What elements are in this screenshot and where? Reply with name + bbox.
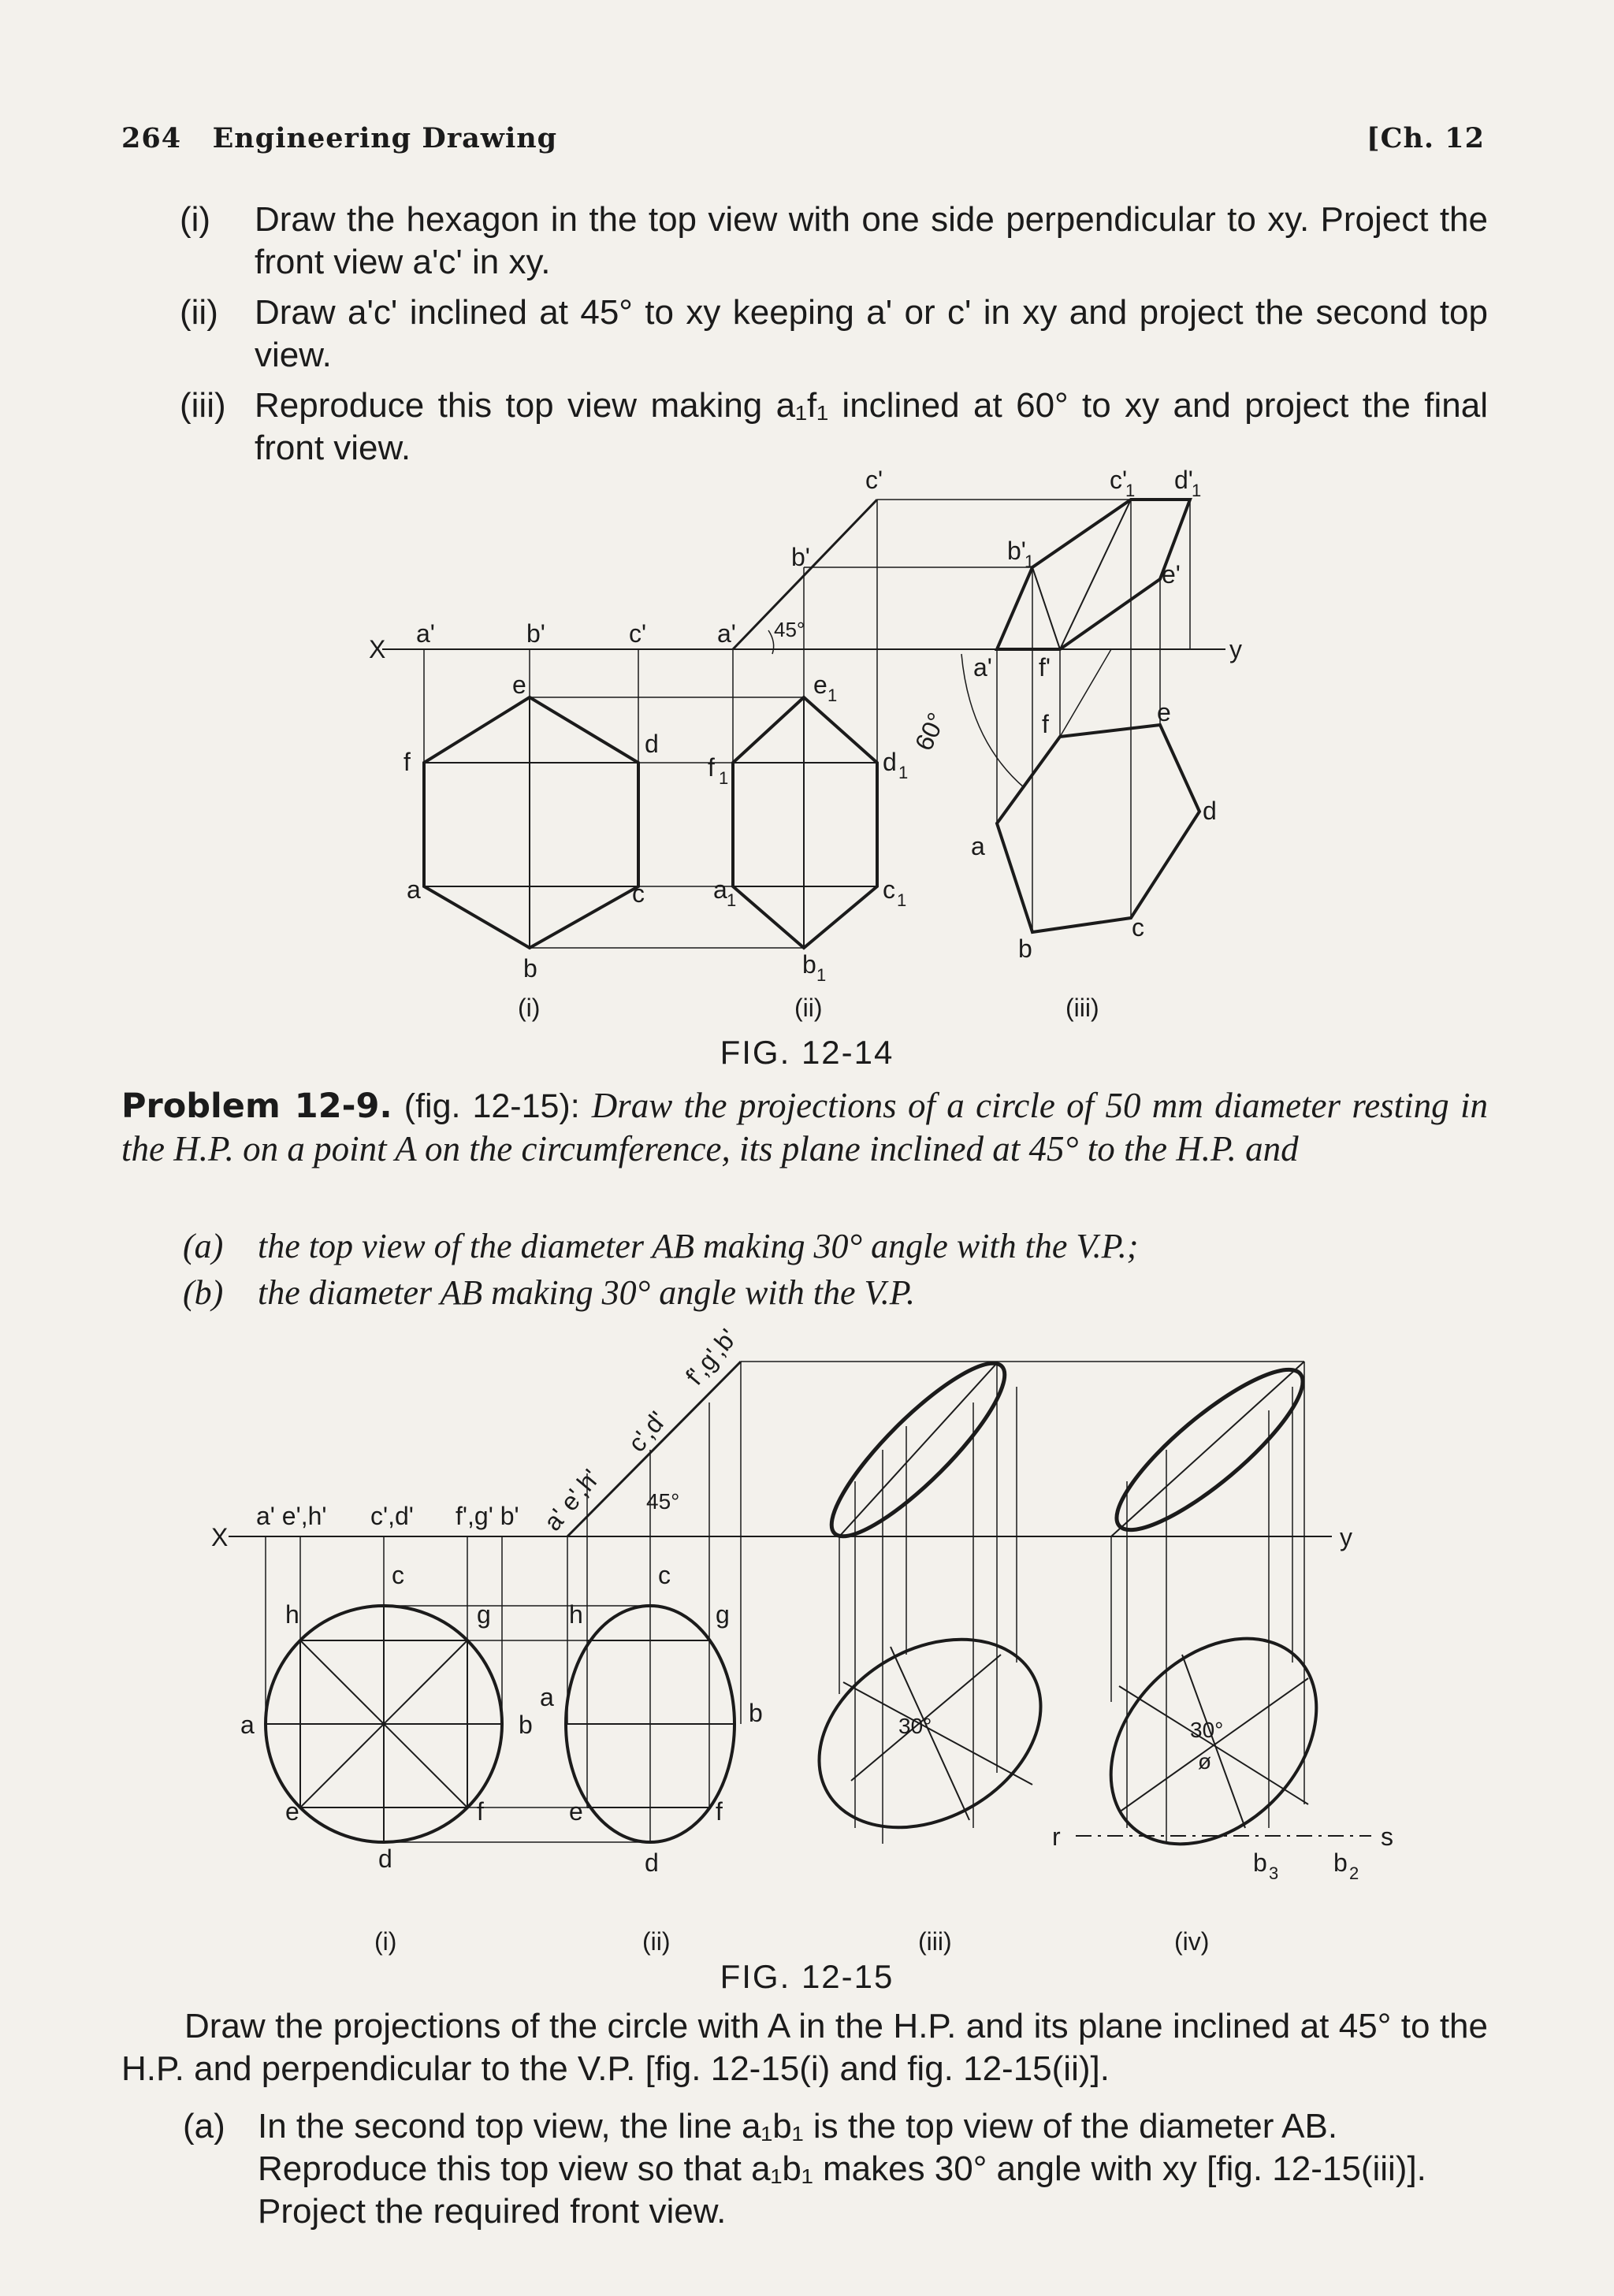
label-c-prime-2: c' xyxy=(865,466,883,494)
final-top-view xyxy=(997,725,1199,932)
step-text: Draw a'c' inclined at 45° to xy keeping a' or c' in xy and project the second top view. xyxy=(255,293,1488,374)
label-a-prime-2: a' xyxy=(717,619,736,648)
hexagon-top-view-1 xyxy=(424,697,638,948)
label-angle-30-iii: 30° xyxy=(898,1714,932,1738)
label-e1-top: e xyxy=(1157,698,1171,726)
step-number: (iii) xyxy=(180,386,226,425)
label-c: c xyxy=(392,1561,404,1589)
label-angle-45: 45° xyxy=(646,1489,680,1514)
sub-1: 1 xyxy=(1025,552,1035,571)
ellipse-front-view-4 xyxy=(1098,1348,1322,1551)
label-fgb-diagonal: f',g',b' xyxy=(679,1323,743,1391)
inclined-front-view xyxy=(733,500,877,649)
label-d: d xyxy=(378,1845,392,1873)
label-f: f xyxy=(404,748,411,776)
label-b: b xyxy=(519,1711,533,1739)
label-e1-prime: e' xyxy=(1162,560,1181,589)
label-angle-60: 60° xyxy=(909,708,951,755)
label-b1: b xyxy=(802,950,816,979)
label-c-prime: c' xyxy=(629,619,647,648)
sub-1: 1 xyxy=(719,768,729,788)
label-b-prime-2: b' xyxy=(791,543,810,571)
label-cd-prime: c',d' xyxy=(370,1502,414,1530)
chapter-label: [Ch. 12 xyxy=(1367,121,1485,154)
problem-sub-a xyxy=(183,1225,1488,1268)
sub-3: 3 xyxy=(1269,1863,1279,1883)
sub-1: 1 xyxy=(898,763,909,782)
label-c1: c xyxy=(883,875,895,904)
label-b3: b xyxy=(1253,1848,1267,1877)
label-c1-prime: c' xyxy=(1110,466,1128,494)
label-d1: d xyxy=(883,748,897,776)
figure-caption-12-15: FIG. 12-15 xyxy=(720,1958,894,1995)
label-a-prime: a' xyxy=(416,619,435,648)
sub-1: 1 xyxy=(727,890,737,910)
sub-text: the top view of the diameter AB making 30° angle with the V.P.; xyxy=(258,1227,1139,1265)
problem-ref: (fig. 12-15): xyxy=(404,1087,580,1125)
sub-1: 1 xyxy=(897,890,907,910)
label-a1-prime: a' xyxy=(973,653,992,682)
step-text: Reproduce this top view making a₁f₁ inclined at 60° to xy and project the final front view. xyxy=(255,386,1488,467)
label-a1: a xyxy=(713,875,727,904)
panel-ii-label: (ii) xyxy=(794,994,823,1022)
label-e: e xyxy=(285,1797,299,1826)
header-left xyxy=(121,122,557,154)
label-h1: h xyxy=(569,1600,583,1629)
label-angle-30-iv: 30° xyxy=(1190,1718,1224,1742)
figure-12-14 xyxy=(0,449,1614,1048)
label-d: d xyxy=(645,730,659,758)
sub-number: (b) xyxy=(183,1273,224,1312)
label-d1-top: d xyxy=(1203,797,1217,825)
label-cd-diagonal: c',d' xyxy=(622,1406,672,1458)
label-f1: f xyxy=(708,753,715,782)
solution-step-a xyxy=(183,2105,1488,2233)
solution-paragraph: Draw the projections of the circle with A in the H.P. and its plane inclined at 45° to the H.P. and perpendicular to the V.P. [fig. 12-15(i) and fig. 12-15(ii)]. xyxy=(121,2007,1488,2088)
hexagon-top-view-2 xyxy=(733,697,877,948)
panel-iii-label: (iii) xyxy=(1065,994,1099,1022)
label-f: f xyxy=(477,1797,484,1826)
label-b: b xyxy=(523,954,537,983)
label-b1-prime: b' xyxy=(1007,537,1026,565)
page-number: 264 xyxy=(121,121,182,154)
label-a: a xyxy=(240,1711,255,1739)
label-c1: c xyxy=(658,1561,671,1589)
label-b1: b xyxy=(749,1699,763,1727)
label-s: s xyxy=(1381,1822,1393,1851)
panel-ii-label: (ii) xyxy=(642,1927,671,1956)
sub-number: (a) xyxy=(183,1227,224,1265)
problem-statement xyxy=(121,1084,1488,1171)
label-angle-45: 45° xyxy=(774,618,805,641)
label-a: a xyxy=(407,875,421,904)
panel-iv-label: (iv) xyxy=(1174,1927,1210,1956)
step-number: (a) xyxy=(183,2107,225,2146)
sub-1: 1 xyxy=(1125,481,1136,500)
label-f1-prime: f' xyxy=(1039,653,1051,682)
label-g: g xyxy=(477,1600,491,1629)
panel-i-label: (i) xyxy=(374,1927,397,1956)
label-d1-prime: d' xyxy=(1174,466,1193,494)
step-number: (i) xyxy=(180,200,211,239)
label-phi: ø xyxy=(1198,1749,1212,1774)
label-aeh-diagonal: a' e',h' xyxy=(537,1463,605,1536)
label-f1-top: f xyxy=(1042,710,1049,738)
panel-iii-label: (iii) xyxy=(918,1927,952,1956)
sub-text: the diameter AB making 30° angle with the V.P. xyxy=(258,1273,915,1312)
step-item xyxy=(180,199,1488,284)
label-c1-top: c xyxy=(1132,913,1144,942)
problem-text: Draw the projections of a circle of 50 mm diameter resting in the H.P. on a point A on the circumference, its plane inclined at 45° to the H.P. and xyxy=(121,1086,1488,1168)
problem-title: Problem 12-9. xyxy=(121,1087,392,1126)
label-e1: e xyxy=(813,671,827,699)
label-b1-top: b xyxy=(1018,934,1032,963)
label-g1: g xyxy=(716,1600,730,1629)
label-e1: e xyxy=(569,1797,583,1826)
label-a1-top: a xyxy=(971,832,985,860)
label-h: h xyxy=(285,1600,299,1629)
sub-1: 1 xyxy=(827,685,838,705)
label-x: X xyxy=(211,1523,229,1551)
label-y: y xyxy=(1229,635,1242,663)
label-r: r xyxy=(1052,1822,1061,1851)
label-x: X xyxy=(369,635,386,663)
sub-2: 2 xyxy=(1349,1863,1359,1883)
step-item xyxy=(180,292,1488,377)
label-e: e xyxy=(512,671,526,699)
label-fgb-prime: f',g' b' xyxy=(456,1502,519,1530)
sub-1: 1 xyxy=(816,965,827,985)
step-text: In the second top view, the line a₁b₁ is the top view of the diameter AB. Reproduce this top view so that a₁b₁ makes 30° angle with xy [fig. 12-15(iii)]. Project the required front view. xyxy=(258,2107,1426,2231)
steps-list xyxy=(180,199,1488,477)
label-aeh-prime: a' e',h' xyxy=(256,1502,327,1530)
label-c: c xyxy=(632,879,645,908)
figure-12-15 xyxy=(0,1316,1614,1986)
label-f1: f xyxy=(716,1797,723,1826)
label-y: y xyxy=(1340,1523,1352,1551)
book-title: Engineering Drawing xyxy=(212,121,558,154)
label-b2: b xyxy=(1333,1848,1348,1877)
label-a1: a xyxy=(540,1683,554,1711)
figure-caption-12-14: FIG. 12-14 xyxy=(720,1034,894,1071)
label-d1: d xyxy=(645,1848,659,1877)
label-b-prime: b' xyxy=(526,619,545,648)
page-header xyxy=(121,118,1485,158)
problem-sub-b xyxy=(183,1272,1488,1314)
sub-1: 1 xyxy=(1192,481,1202,500)
step-number: (ii) xyxy=(180,293,218,332)
panel-i-label: (i) xyxy=(518,994,541,1022)
step-text: Draw the hexagon in the top view with one side perpendicular to xy. Project the front view a'c' in xy. xyxy=(255,200,1488,281)
